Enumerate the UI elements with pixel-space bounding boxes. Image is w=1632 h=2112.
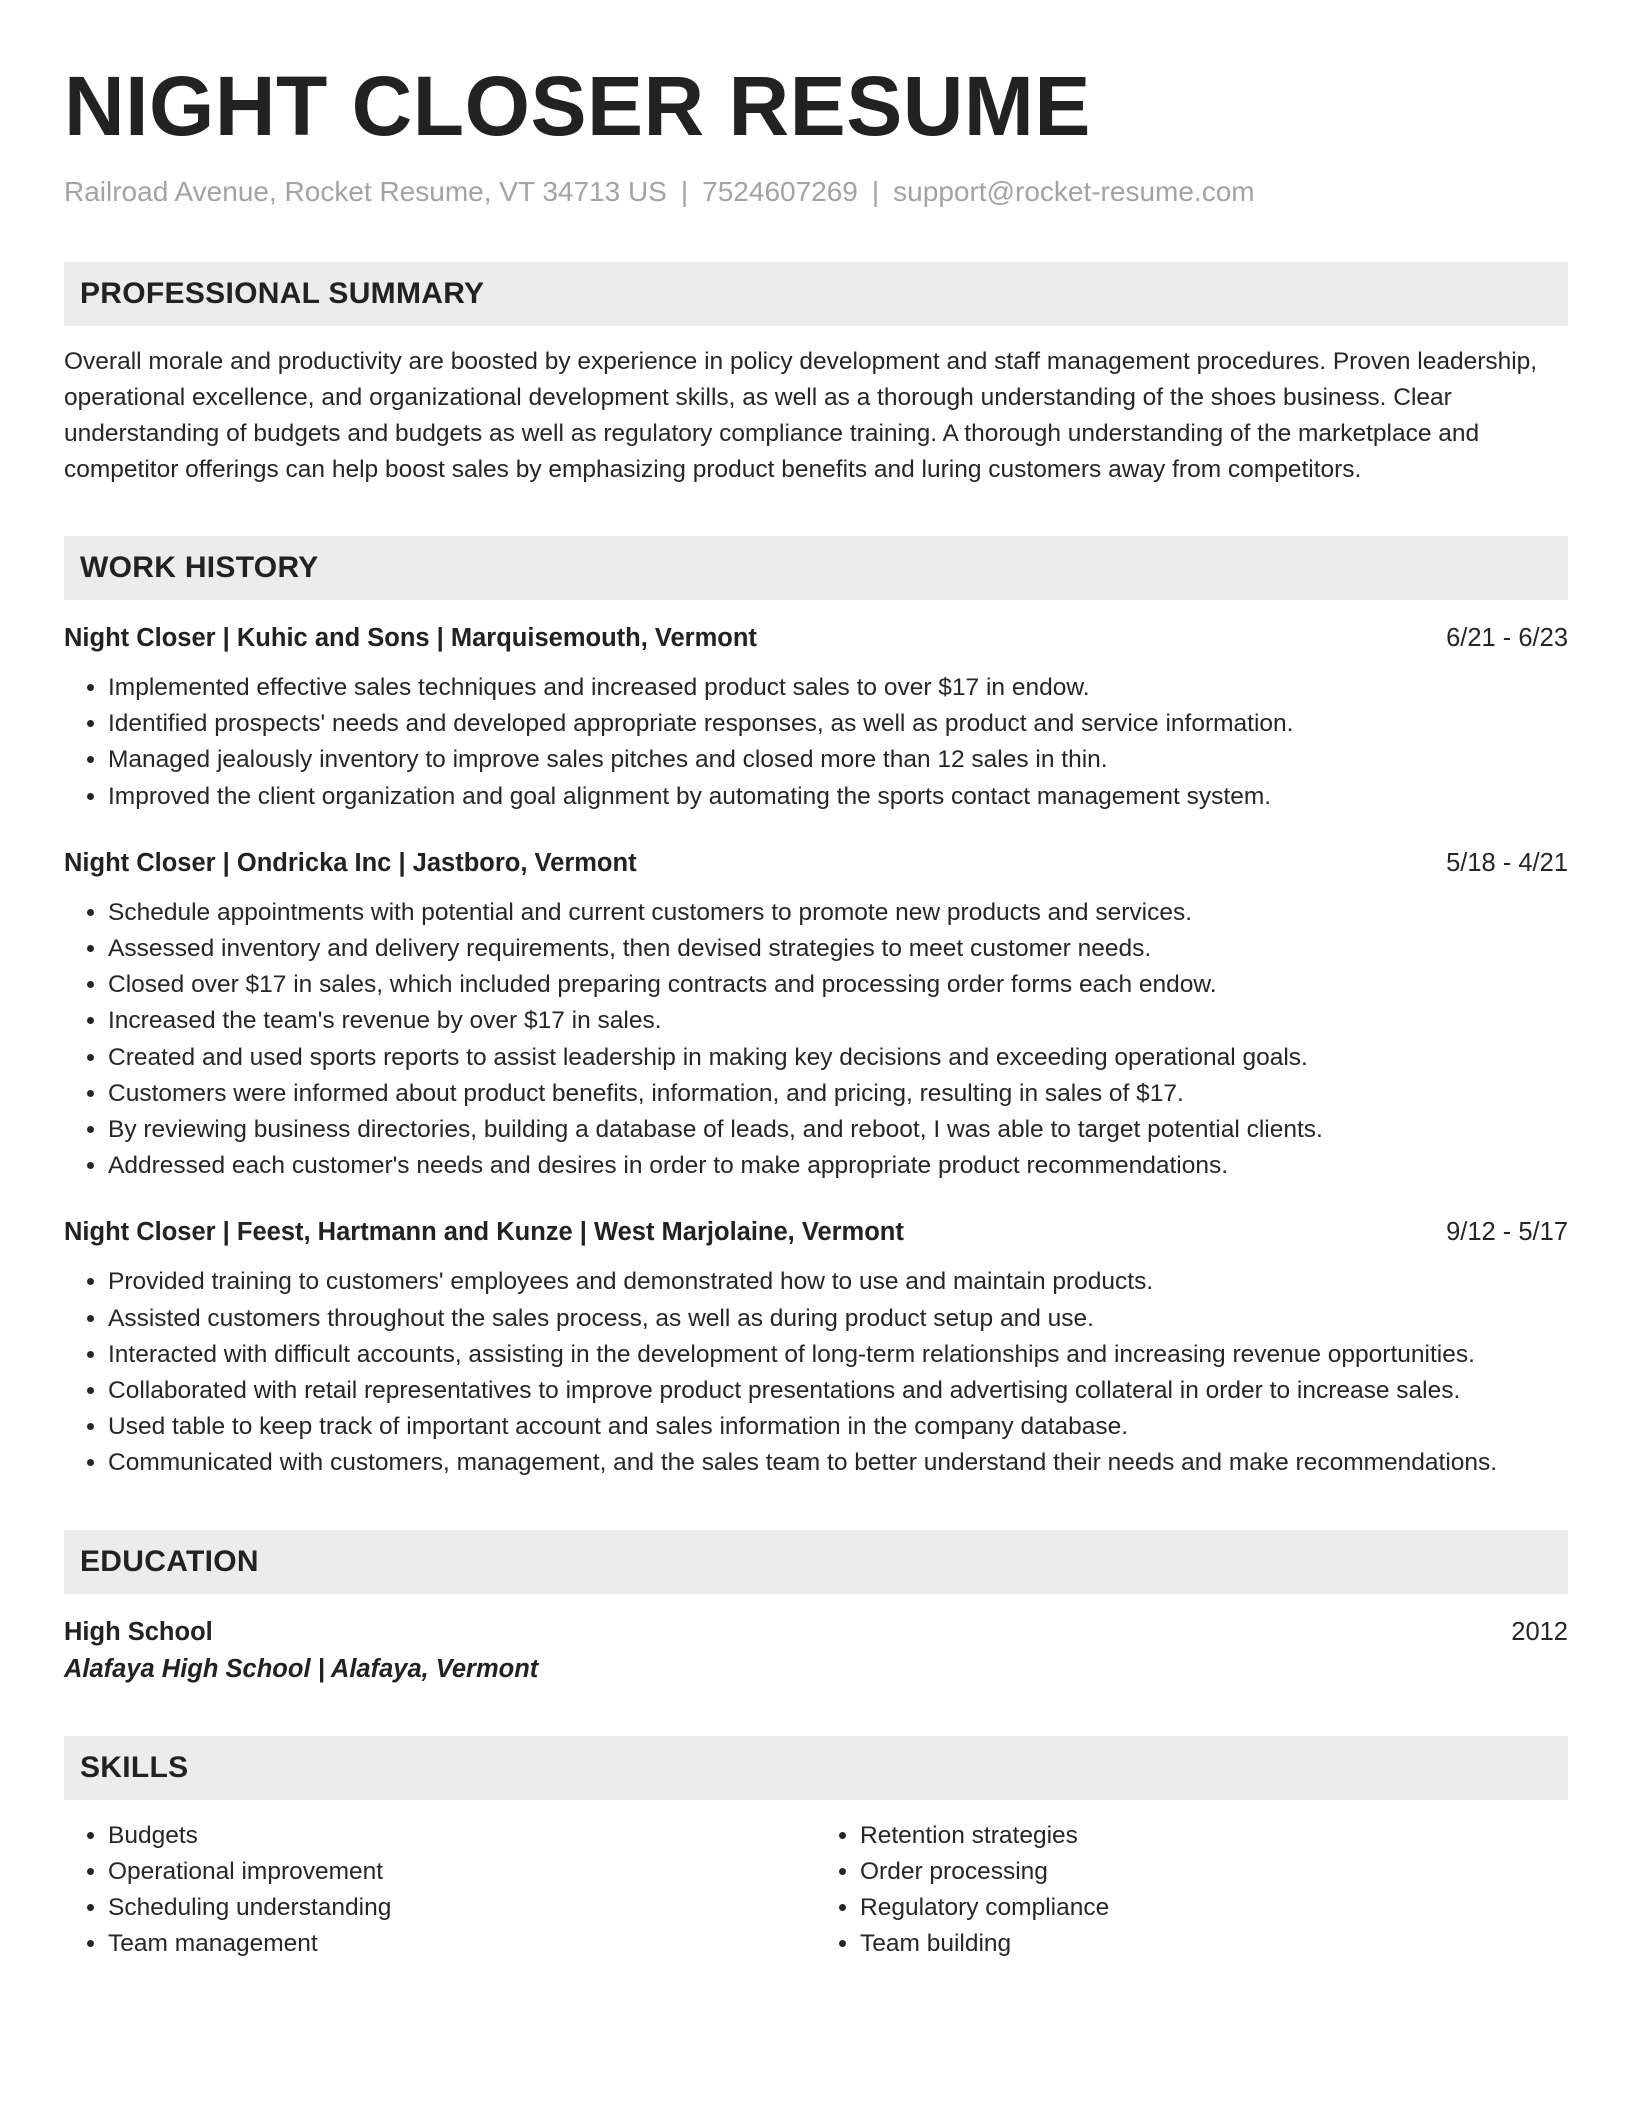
section-header-skills	[64, 1736, 1568, 1800]
section-title: SKILLS	[80, 1750, 189, 1784]
job-bullets	[64, 895, 1568, 1185]
list-item: • Collaborated with retail representatives to improve product presentations and advertising collateral in order to increase sales.	[108, 1373, 1568, 1409]
education-entry	[64, 1614, 1568, 1688]
contact-email: support@rocket-resume.com	[893, 176, 1255, 207]
skills-column-right	[816, 1818, 1568, 1962]
section-header-education	[64, 1530, 1568, 1594]
job-bullets	[64, 1264, 1568, 1481]
section-title: EDUCATION	[80, 1544, 259, 1578]
education-year: 2012	[1511, 1617, 1568, 1646]
list-item: • Increased the team's revenue by over $17 in sales.	[108, 1003, 1568, 1039]
list-item: • Used table to keep track of important account and sales information in the company database.	[108, 1409, 1568, 1445]
summary-text: Overall morale and productivity are boosted by experience in policy development and staff management procedures. Proven leadership, operational excellence, and organizational development skills, as well as a thorough understanding of the shoes business. Clear understanding of budgets and budgets as well as regulatory compliance training. A thorough understanding of the marketplace and competitor offerings can help boost sales by emphasizing product benefits and luring customers away from competitors.	[64, 348, 1538, 483]
job-dates: 5/18 - 4/21	[1446, 848, 1568, 877]
skill-item: • Team building	[860, 1926, 1568, 1962]
list-item: • Improved the client organization and goal alignment by automating the sports contact management system.	[108, 779, 1568, 815]
skill-item: • Team management	[108, 1926, 816, 1962]
job-dates: 6/21 - 6/23	[1446, 624, 1568, 652]
section-title: PROFESSIONAL SUMMARY	[80, 277, 485, 310]
skill-item: • Scheduling understanding	[108, 1890, 816, 1926]
list-item: • Closed over $17 in sales, which included preparing contracts and processing order forms each endow.	[108, 967, 1568, 1003]
list-item: • Communicated with customers, management, and the sales team to better understand their needs and make recommendations.	[108, 1445, 1568, 1481]
job-entry	[64, 620, 1568, 815]
skill-item: • Retention strategies	[860, 1818, 1568, 1854]
job-bullets	[64, 670, 1568, 815]
skills-column-left	[64, 1818, 816, 1962]
contact-separator: |	[680, 176, 689, 207]
contact-separator: |	[871, 176, 880, 207]
job-entry	[64, 845, 1568, 1185]
list-item: • Addressed each customer's needs and desires in order to make appropriate product recommendations.	[108, 1148, 1568, 1184]
education-school: Alafaya High School | Alafaya, Vermont	[64, 1654, 539, 1683]
section-title: WORK HISTORY	[80, 551, 319, 584]
list-item: • Assessed inventory and delivery requirements, then devised strategies to meet customer needs.	[108, 931, 1568, 967]
list-item: • Implemented effective sales techniques and increased product sales to over $17 in endow.	[108, 670, 1568, 706]
skills-list	[64, 1818, 1568, 1962]
skill-item: • Operational improvement	[108, 1854, 816, 1890]
list-item: • Managed jealously inventory to improve sales pitches and closed more than 12 sales in thin.	[108, 742, 1568, 778]
skill-item: • Budgets	[108, 1818, 816, 1854]
section-header-work-history	[64, 536, 1568, 600]
job-entry	[64, 1214, 1568, 1481]
list-item: • Customers were informed about product benefits, information, and pricing, resulting in sales of $17.	[108, 1076, 1568, 1112]
list-item: • Assisted customers throughout the sales process, as well as during product setup and use.	[108, 1301, 1568, 1337]
list-item: • By reviewing business directories, building a database of leads, and reboot, I was able to target potential clients.	[108, 1112, 1568, 1148]
contact-phone: 7524607269	[702, 176, 858, 207]
skill-item: • Regulatory compliance	[860, 1890, 1568, 1926]
list-item: • Identified prospects' needs and developed appropriate responses, as well as product and service information.	[108, 706, 1568, 742]
job-title: Night Closer | Feest, Hartmann and Kunze | West Marjolaine, Vermont	[64, 1218, 904, 1247]
job-dates: 9/12 - 5/17	[1446, 1218, 1568, 1247]
job-title: Night Closer | Kuhic and Sons | Marquisemouth, Vermont	[64, 624, 757, 652]
list-item: • Interacted with difficult accounts, assisting in the development of long-term relationships and increasing revenue opportunities.	[108, 1337, 1568, 1373]
list-item: • Schedule appointments with potential and current customers to promote new products and services.	[108, 895, 1568, 931]
skill-item: • Order processing	[860, 1854, 1568, 1890]
list-item: • Created and used sports reports to assist leadership in making key decisions and exceeding operational goals.	[108, 1040, 1568, 1076]
contact-line	[64, 174, 1568, 210]
resume-title: NIGHT CLOSER RESUME	[64, 59, 1091, 153]
list-item: • Provided training to customers' employees and demonstrated how to use and maintain products.	[108, 1264, 1568, 1300]
contact-address: Railroad Avenue, Rocket Resume, VT 34713 US	[64, 176, 667, 207]
job-title: Night Closer | Ondricka Inc | Jastboro, Vermont	[64, 848, 637, 877]
section-header-summary	[64, 262, 1568, 326]
education-degree: High School	[64, 1617, 213, 1646]
